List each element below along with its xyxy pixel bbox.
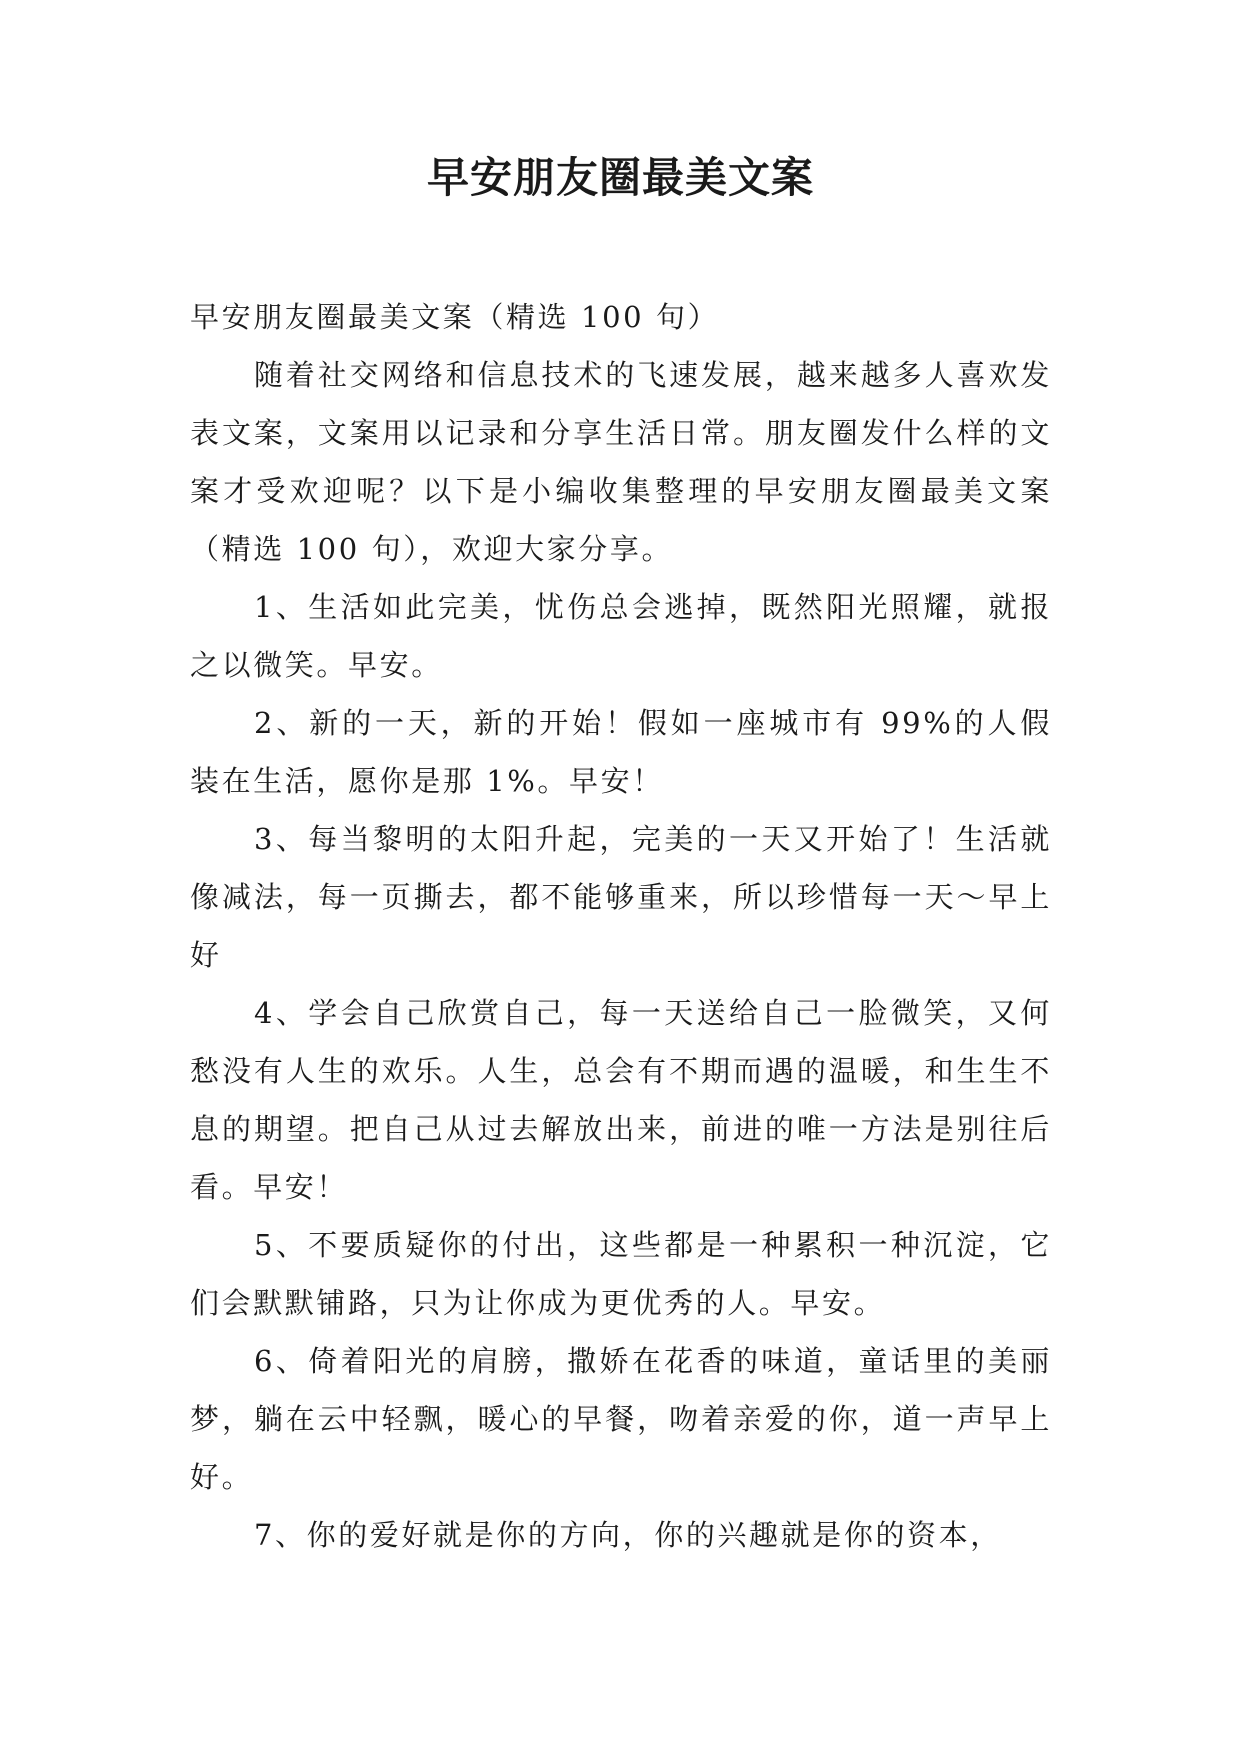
document-title: 早安朋友圈最美文案 [426,153,814,202]
list-item: 7、你的爱好就是你的方向，你的兴趣就是你的资本， [254,1518,1002,1552]
document-body [190,288,1052,1564]
list-item: 1、生活如此完美，忧伤总会逃掉，既然阳光照耀，就报之以微笑。早安。 [190,590,1052,682]
intro-paragraph: 随着社交网络和信息技术的飞速发展，越来越多人喜欢发表文案，文案用以记录和分享生活日常。朋友圈发什么样的文案才受欢迎呢？以下是小编收集整理的早安朋友圈最美文案（精选 100 句），欢迎大家分享。 [190,358,1052,566]
list-item: 2、新的一天，新的开始！假如一座城市有 99%的人假装在生活，愿你是那 1%。早安！ [190,706,1052,798]
list-item: 6、倚着阳光的肩膀，撒娇在花香的味道，童话里的美丽梦，躺在云中轻飘，暖心的早餐，吻着亲爱的你，道一声早上好。 [190,1344,1052,1494]
list-item: 4、学会自己欣赏自己，每一天送给自己一脸微笑，又何愁没有人生的欢乐。人生，总会有不期而遇的温暖，和生生不息的期望。把自己从过去解放出来，前进的唯一方法是别往后看。早安！ [190,996,1052,1204]
list-item: 5、不要质疑你的付出，这些都是一种累积一种沉淀，它们会默默铺路，只为让你成为更优秀的人。早安。 [190,1228,1052,1320]
list-item: 3、每当黎明的太阳升起，完美的一天又开始了！生活就像减法，每一页撕去，都不能够重来，所以珍惜每一天～早上好 [190,822,1052,972]
document-subtitle: 早安朋友圈最美文案（精选 100 句） [190,300,720,334]
